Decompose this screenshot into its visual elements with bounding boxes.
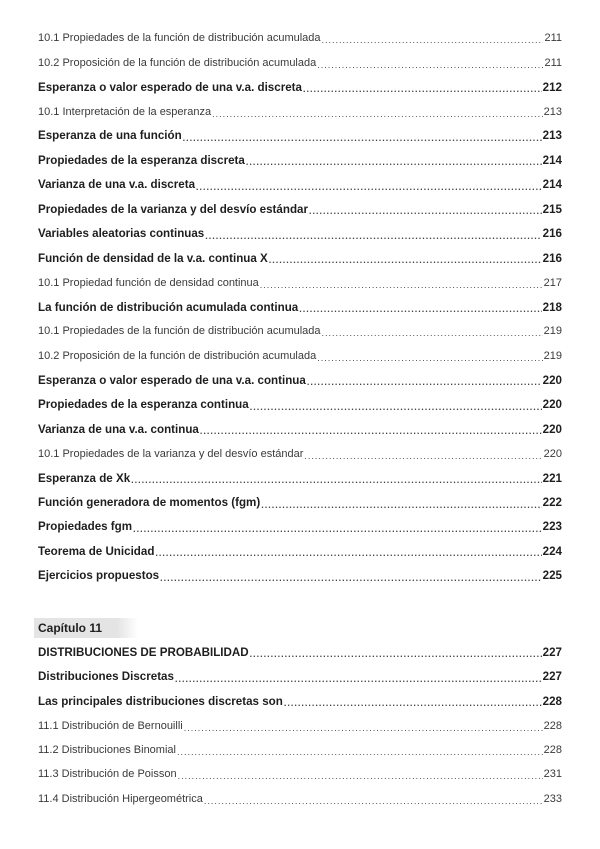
- toc-entry-page: 222: [542, 496, 562, 510]
- toc-entry: [38, 564, 562, 588]
- dot-leader: [178, 767, 543, 781]
- dot-leader: [246, 153, 542, 167]
- toc-entry-page: 227: [542, 645, 562, 659]
- dot-leader: [309, 202, 542, 216]
- toc-entry-title: 11.2 Distribuciones Binomial: [38, 743, 176, 756]
- toc-entry-page: 215: [542, 202, 562, 216]
- dot-leader: [205, 227, 541, 241]
- toc-entry-page: 217: [543, 276, 562, 289]
- toc-entry-title: Varianza de una v.a. discreta: [38, 178, 196, 192]
- toc-entry: [38, 246, 562, 270]
- toc-entry-title: Las principales distribuciones discretas son: [38, 694, 283, 708]
- toc-entry-page: 212: [542, 80, 562, 94]
- dot-leader: [299, 300, 541, 314]
- toc-entry: [38, 417, 562, 441]
- toc-entry-title: Esperanza o valor esperado de una v.a. continua: [38, 373, 306, 387]
- toc-entry-title: DISTRIBUCIONES DE PROBABILIDAD: [38, 645, 249, 659]
- toc-entry-page: 223: [542, 520, 562, 534]
- dot-leader: [269, 251, 542, 265]
- toc-entry-page: 228: [543, 719, 562, 732]
- toc-entry-title: Ejercicios propuestos: [38, 569, 160, 583]
- toc-entry-page: 225: [542, 569, 562, 583]
- toc-entry-page: 213: [543, 105, 562, 118]
- toc-entry-page: 216: [542, 227, 562, 241]
- toc-entry: [38, 124, 562, 148]
- dot-leader: [200, 422, 542, 436]
- toc-entry-page: 233: [543, 792, 562, 805]
- toc-entry-page: 221: [542, 471, 562, 485]
- toc-entry: [38, 787, 562, 811]
- toc-entry: [38, 762, 562, 786]
- toc-entry: [38, 393, 562, 417]
- toc-entry-title: Esperanza de una función: [38, 129, 182, 143]
- toc-entry-page: 219: [543, 349, 562, 362]
- toc-entry-page: 219: [543, 325, 562, 338]
- toc-entry-page: 220: [542, 373, 562, 387]
- dot-leader: [204, 792, 543, 806]
- toc-entry: [38, 319, 562, 343]
- toc-entry: [38, 75, 562, 99]
- dot-leader: [183, 129, 542, 143]
- toc-entry-title: 10.1 Propiedades de la varianza y del desvío estándar: [38, 447, 304, 460]
- toc-entry: [38, 466, 562, 490]
- toc-entry-title: Propiedades de la esperanza continua: [38, 398, 249, 412]
- dot-leader: [284, 694, 542, 708]
- dot-leader: [160, 569, 542, 583]
- dot-leader: [250, 398, 542, 412]
- toc-entry-title: Teorema de Unicidad: [38, 544, 155, 558]
- toc-entry-page: 220: [542, 398, 562, 412]
- dot-leader: [155, 544, 541, 558]
- toc-entry-title: Función generadora de momentos (fgm): [38, 496, 261, 510]
- toc-entry: [38, 738, 562, 762]
- toc-entry: [38, 689, 562, 713]
- toc-entry: [38, 515, 562, 539]
- toc-entry-page: 231: [543, 768, 562, 781]
- toc-entry-title: La función de distribución acumulada continua: [38, 300, 299, 314]
- toc-entry-page: 227: [542, 670, 562, 684]
- toc-entry-title: 10.1 Propiedades de la función de distribución acumulada: [38, 32, 321, 45]
- toc-entry-title: Esperanza o valor esperado de una v.a. discreta: [38, 80, 302, 94]
- dot-leader: [307, 373, 542, 387]
- toc-entry-page: 216: [542, 251, 562, 265]
- dot-leader: [184, 719, 543, 733]
- dot-leader: [261, 496, 541, 510]
- toc-entry: [38, 713, 562, 737]
- toc-entry: [38, 490, 562, 514]
- dot-leader: [303, 80, 542, 94]
- toc-entry: [38, 664, 562, 688]
- toc-entry-page: 228: [543, 743, 562, 756]
- toc-entry-page: 228: [542, 694, 562, 708]
- toc-entry: [38, 295, 562, 319]
- toc-entry-title: 10.1 Interpretación de la esperanza: [38, 105, 212, 118]
- toc-entry-title: Distribuciones Discretas: [38, 670, 174, 684]
- toc-entry-title: Variables aleatorias continuas: [38, 227, 205, 241]
- dot-leader: [304, 447, 542, 461]
- dot-leader: [317, 349, 542, 363]
- toc-entry-title: 10.2 Proposición de la función de distribución acumulada: [38, 349, 317, 362]
- toc-entry-title: Varianza de una v.a. continua: [38, 422, 199, 436]
- dot-leader: [212, 105, 543, 119]
- toc-chapter-10-list: [38, 26, 562, 588]
- chapter-11-heading: Capítulo 11: [34, 618, 138, 638]
- toc-entry-title: 10.1 Propiedades de la función de distribución acumulada: [38, 325, 321, 338]
- toc-entry: [38, 173, 562, 197]
- toc-entry: [38, 26, 562, 50]
- toc-entry-title: 10.2 Proposición de la función de distribución acumulada: [38, 56, 317, 69]
- toc-entry: [38, 441, 562, 465]
- toc-entry: [38, 99, 562, 123]
- toc-entry-title: 11.1 Distribución de Bernouilli: [38, 719, 183, 732]
- toc-entry-title: Propiedades de la esperanza discreta: [38, 153, 245, 167]
- toc-entry-page: 214: [542, 178, 562, 192]
- toc-entry-page: 211: [544, 32, 562, 45]
- dot-leader: [177, 743, 543, 757]
- dot-leader: [317, 56, 543, 70]
- dot-leader: [131, 471, 542, 485]
- dot-leader: [322, 31, 544, 45]
- toc-chapter-11-list: [38, 640, 562, 811]
- toc-entry: [38, 368, 562, 392]
- dot-leader: [133, 520, 542, 534]
- toc-entry-title: 11.4 Distribución Hipergeométrica: [38, 792, 203, 805]
- dot-leader: [260, 276, 543, 290]
- toc-entry: [38, 539, 562, 563]
- toc-entry: [38, 344, 562, 368]
- toc-entry-page: 214: [542, 153, 562, 167]
- toc-entry-title: 10.1 Propiedad función de densidad continua: [38, 276, 259, 289]
- toc-entry-page: 211: [544, 56, 562, 69]
- dot-leader: [250, 645, 542, 659]
- toc-entry-title: Esperanza de Xk: [38, 471, 131, 485]
- toc-entry: [38, 640, 562, 664]
- toc-entry-page: 218: [542, 300, 562, 314]
- toc-entry-title: Propiedades de la varianza y del desvío estándar: [38, 202, 308, 216]
- dot-leader: [196, 178, 542, 192]
- dot-leader: [322, 324, 543, 338]
- toc-entry: [38, 197, 562, 221]
- toc-entry: [38, 270, 562, 294]
- toc-entry-page: 224: [542, 544, 562, 558]
- dot-leader: [175, 670, 542, 684]
- toc-entry-title: 11.3 Distribución de Poisson: [38, 768, 177, 781]
- toc-entry: [38, 148, 562, 172]
- toc-entry: [38, 50, 562, 74]
- toc-entry-page: 220: [542, 422, 562, 436]
- toc-entry-title: Propiedades fgm: [38, 520, 133, 534]
- toc-entry-page: 213: [542, 129, 562, 143]
- toc-entry: [38, 222, 562, 246]
- toc-entry-title: Función de densidad de la v.a. continua X: [38, 251, 268, 265]
- toc-entry-page: 220: [543, 447, 562, 460]
